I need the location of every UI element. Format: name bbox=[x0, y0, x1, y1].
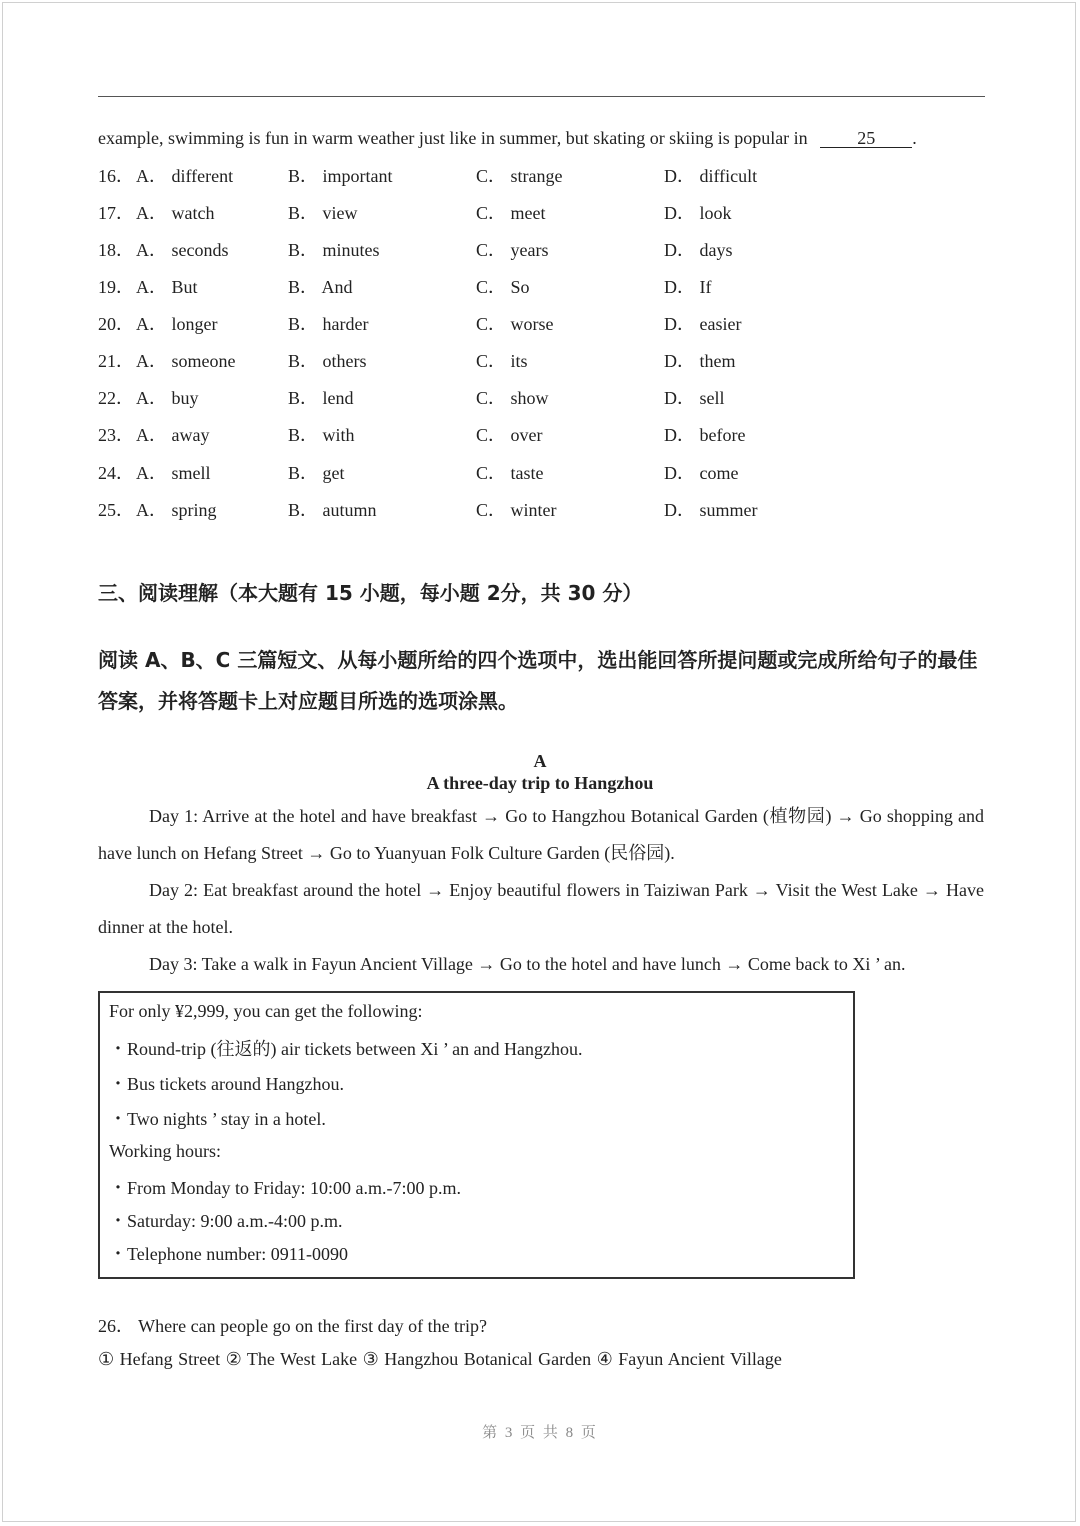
box-item-hotel: ・Two nights ’ stay in a hotel. bbox=[109, 1109, 326, 1129]
question-number: 25． bbox=[98, 500, 134, 520]
page-number: 第 3 页 共 8 页 bbox=[482, 1425, 598, 1441]
box-telephone: ・Telephone number: 0911-0090 bbox=[109, 1244, 349, 1264]
option-d: D． sell bbox=[664, 388, 725, 408]
option-d: D． look bbox=[664, 203, 732, 223]
option-b: B． with bbox=[288, 425, 355, 445]
option-d: D． come bbox=[664, 463, 739, 483]
question-number: 20． bbox=[98, 314, 134, 334]
option-b: B． get bbox=[288, 463, 345, 483]
box-intro: For only ¥2,999, you can get the following: bbox=[109, 1001, 423, 1021]
option-b: B． view bbox=[288, 203, 358, 223]
question-number: 23． bbox=[98, 425, 134, 445]
intro-sentence bbox=[98, 128, 917, 149]
itinerary-day-2: Day 2: Eat breakfast around the hotel → Enjoy beautiful flowers in Taiziwan Park → Visit the West Lake → Have dinner at the hotel. bbox=[98, 880, 984, 937]
header-rule bbox=[98, 96, 985, 97]
option-a: A． But bbox=[136, 277, 198, 297]
question-number: 22． bbox=[98, 388, 134, 408]
option-c: C． its bbox=[476, 351, 528, 371]
box-hours-saturday: ・Saturday: 9:00 a.m.-4:00 p.m. bbox=[109, 1211, 343, 1231]
option-c: C． worse bbox=[476, 314, 554, 334]
section-title: 三、阅读理解（本大题有 15 小题，每小题 2分，共 30 分） bbox=[98, 581, 643, 605]
passage-title: A three-day trip to Hangzhou bbox=[426, 773, 654, 793]
option-d: D． days bbox=[664, 240, 733, 260]
itinerary-day-3: Day 3: Take a walk in Fayun Ancient Village → Go to the hotel and have lunch → Come back to Xi ’ an. bbox=[149, 954, 906, 974]
option-d: D． difficult bbox=[664, 166, 758, 186]
option-b: B． harder bbox=[288, 314, 369, 334]
intro-text: example, swimming is fun in warm weather just like in summer, but skating or skiing is popular in bbox=[98, 128, 808, 148]
option-c: C． winter bbox=[476, 500, 557, 520]
box-hours-weekday: ・From Monday to Friday: 10:00 a.m.-7:00 p.m. bbox=[109, 1178, 461, 1198]
itinerary-day-1: Day 1: Arrive at the hotel and have breakfast → Go to Hangzhou Botanical Garden (植物园) → Go shopping and have lunch on Hefang Street → Go to Yuanyuan Folk Culture Garden (民俗园). bbox=[98, 806, 984, 863]
option-b: B． autumn bbox=[288, 500, 377, 520]
answer-blank: 25 bbox=[820, 129, 912, 148]
option-c: C． So bbox=[476, 277, 530, 297]
option-a: A． buy bbox=[136, 388, 199, 408]
option-a: A． watch bbox=[136, 203, 215, 223]
option-a: A． spring bbox=[136, 500, 217, 520]
option-c: C． meet bbox=[476, 203, 546, 223]
option-b: B． minutes bbox=[288, 240, 380, 260]
option-d: D． If bbox=[664, 277, 712, 297]
option-a: A． different bbox=[136, 166, 234, 186]
section-instructions: 阅读 A、B、C 三篇短文、从每小题所给的四个选项中，选出能回答所提问题或完成所给句子的最佳答案，并将答题卡上对应题目所选的选项涂黑。 bbox=[98, 648, 978, 713]
option-a: A． someone bbox=[136, 351, 236, 371]
option-b: B． important bbox=[288, 166, 393, 186]
option-c: C． show bbox=[476, 388, 549, 408]
question-number: 21． bbox=[98, 351, 134, 371]
intro-end: . bbox=[912, 128, 917, 148]
option-c: C． over bbox=[476, 425, 543, 445]
option-a: A． away bbox=[136, 425, 210, 445]
option-d: D． summer bbox=[664, 500, 758, 520]
option-a: A． seconds bbox=[136, 240, 229, 260]
question-number: 18． bbox=[98, 240, 134, 260]
question-26-choices: ① Hefang Street ② The West Lake ③ Hangzhou Botanical Garden ④ Fayun Ancient Village bbox=[98, 1349, 782, 1369]
box-hours-label: Working hours: bbox=[109, 1141, 222, 1161]
box-item-bus-tickets: ・Bus tickets around Hangzhou. bbox=[109, 1074, 344, 1094]
question-number: 16． bbox=[98, 166, 134, 186]
price-info-box bbox=[98, 991, 855, 1279]
option-c: C． strange bbox=[476, 166, 563, 186]
option-b: B． lend bbox=[288, 388, 354, 408]
question-number: 17． bbox=[98, 203, 134, 223]
option-c: C． years bbox=[476, 240, 549, 260]
option-d: D． them bbox=[664, 351, 736, 371]
option-a: A． smell bbox=[136, 463, 211, 483]
option-b: B． And bbox=[288, 277, 353, 297]
question-26: 26． Where can people go on the first day of the trip? bbox=[98, 1316, 488, 1336]
box-item-air-tickets: ・Round-trip (往返的) air tickets between Xi ’ an and Hangzhou. bbox=[109, 1039, 583, 1059]
question-number: 19． bbox=[98, 277, 134, 297]
option-d: D． before bbox=[664, 425, 746, 445]
question-number: 24． bbox=[98, 463, 134, 483]
option-b: B． others bbox=[288, 351, 367, 371]
option-a: A． longer bbox=[136, 314, 218, 334]
passage-label: A bbox=[533, 751, 547, 771]
option-d: D． easier bbox=[664, 314, 742, 334]
option-c: C． taste bbox=[476, 463, 544, 483]
